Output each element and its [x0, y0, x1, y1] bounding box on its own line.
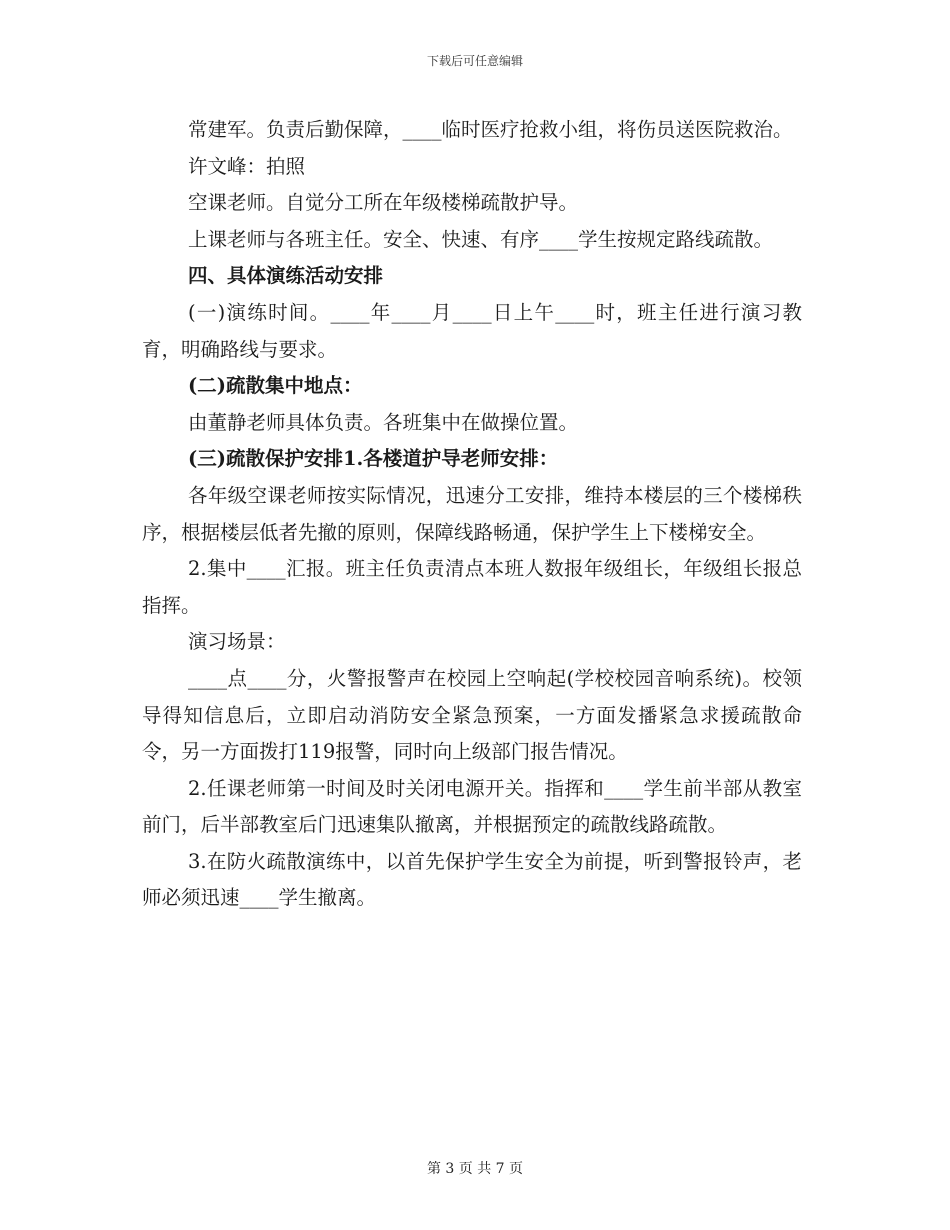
paragraph-stair-guards: 各年级空课老师按实际情况，迅速分工安排，维持本楼层的三个楼梯秩序，根据楼层低者先撤的原则，保障线路畅通，保护学生上下楼梯安全。	[142, 483, 802, 544]
subheading-protection-arrangement: (三)疏散保护安排1.各楼道护导老师安排：	[188, 447, 559, 471]
document-body	[142, 112, 802, 917]
paragraph-report: 2.集中____汇报。班主任负责清点本班人数报年级组长，年级组长报总指挥。	[142, 557, 802, 617]
subheading-assembly-point: (二)疏散集中地点：	[188, 374, 363, 398]
paragraph-assembly-point: 由董静老师具体负责。各班集中在做操位置。	[188, 410, 579, 434]
paragraph-alarm: ____点____分，火警报警声在校园上空响起(学校校园音响系统)。校领导得知信息后，立即启动消防安全紧急预案，一方面发播紧急求援疏散命令，另一方面拨打119报警，同时向上级部门报告情况。	[142, 666, 802, 764]
paragraph-class-teachers: 上课老师与各班主任。安全、快速、有序____学生按规定路线疏散。	[188, 227, 774, 251]
paragraph-logistics: 常建军。负责后勤保障，____临时医疗抢救小组，将伤员送医院救治。	[188, 118, 793, 141]
paragraph-safety-first: 3.在防火疏散演练中，以首先保护学生安全为前提，听到警报铃声，老师必须迅速____学生撤离。	[142, 849, 802, 910]
page-footer: 第 3 页 共 7 页	[426, 1161, 524, 1177]
paragraph-drill-time: (一)演练时间。____年____月____日上午____时，班主任进行演习教育，明确路线与要求。	[142, 300, 802, 361]
section-heading-4: 四、具体演练活动安排	[188, 264, 384, 288]
paragraph-power-off: 2.任课老师第一时间及时关闭电源开关。指挥和____学生前半部从教室前门，后半部教室后门迅速集队撤离，并根据预定的疏散线路疏散。	[142, 776, 802, 837]
paragraph-photographer: 许文峰：拍照	[188, 154, 306, 178]
paragraph-free-teachers: 空课老师。自觉分工所在年级楼梯疏散护导。	[188, 191, 579, 215]
paragraph-scenario-label: 演习场景：	[188, 630, 286, 654]
page-header: 下载后可任意编辑	[426, 54, 523, 68]
